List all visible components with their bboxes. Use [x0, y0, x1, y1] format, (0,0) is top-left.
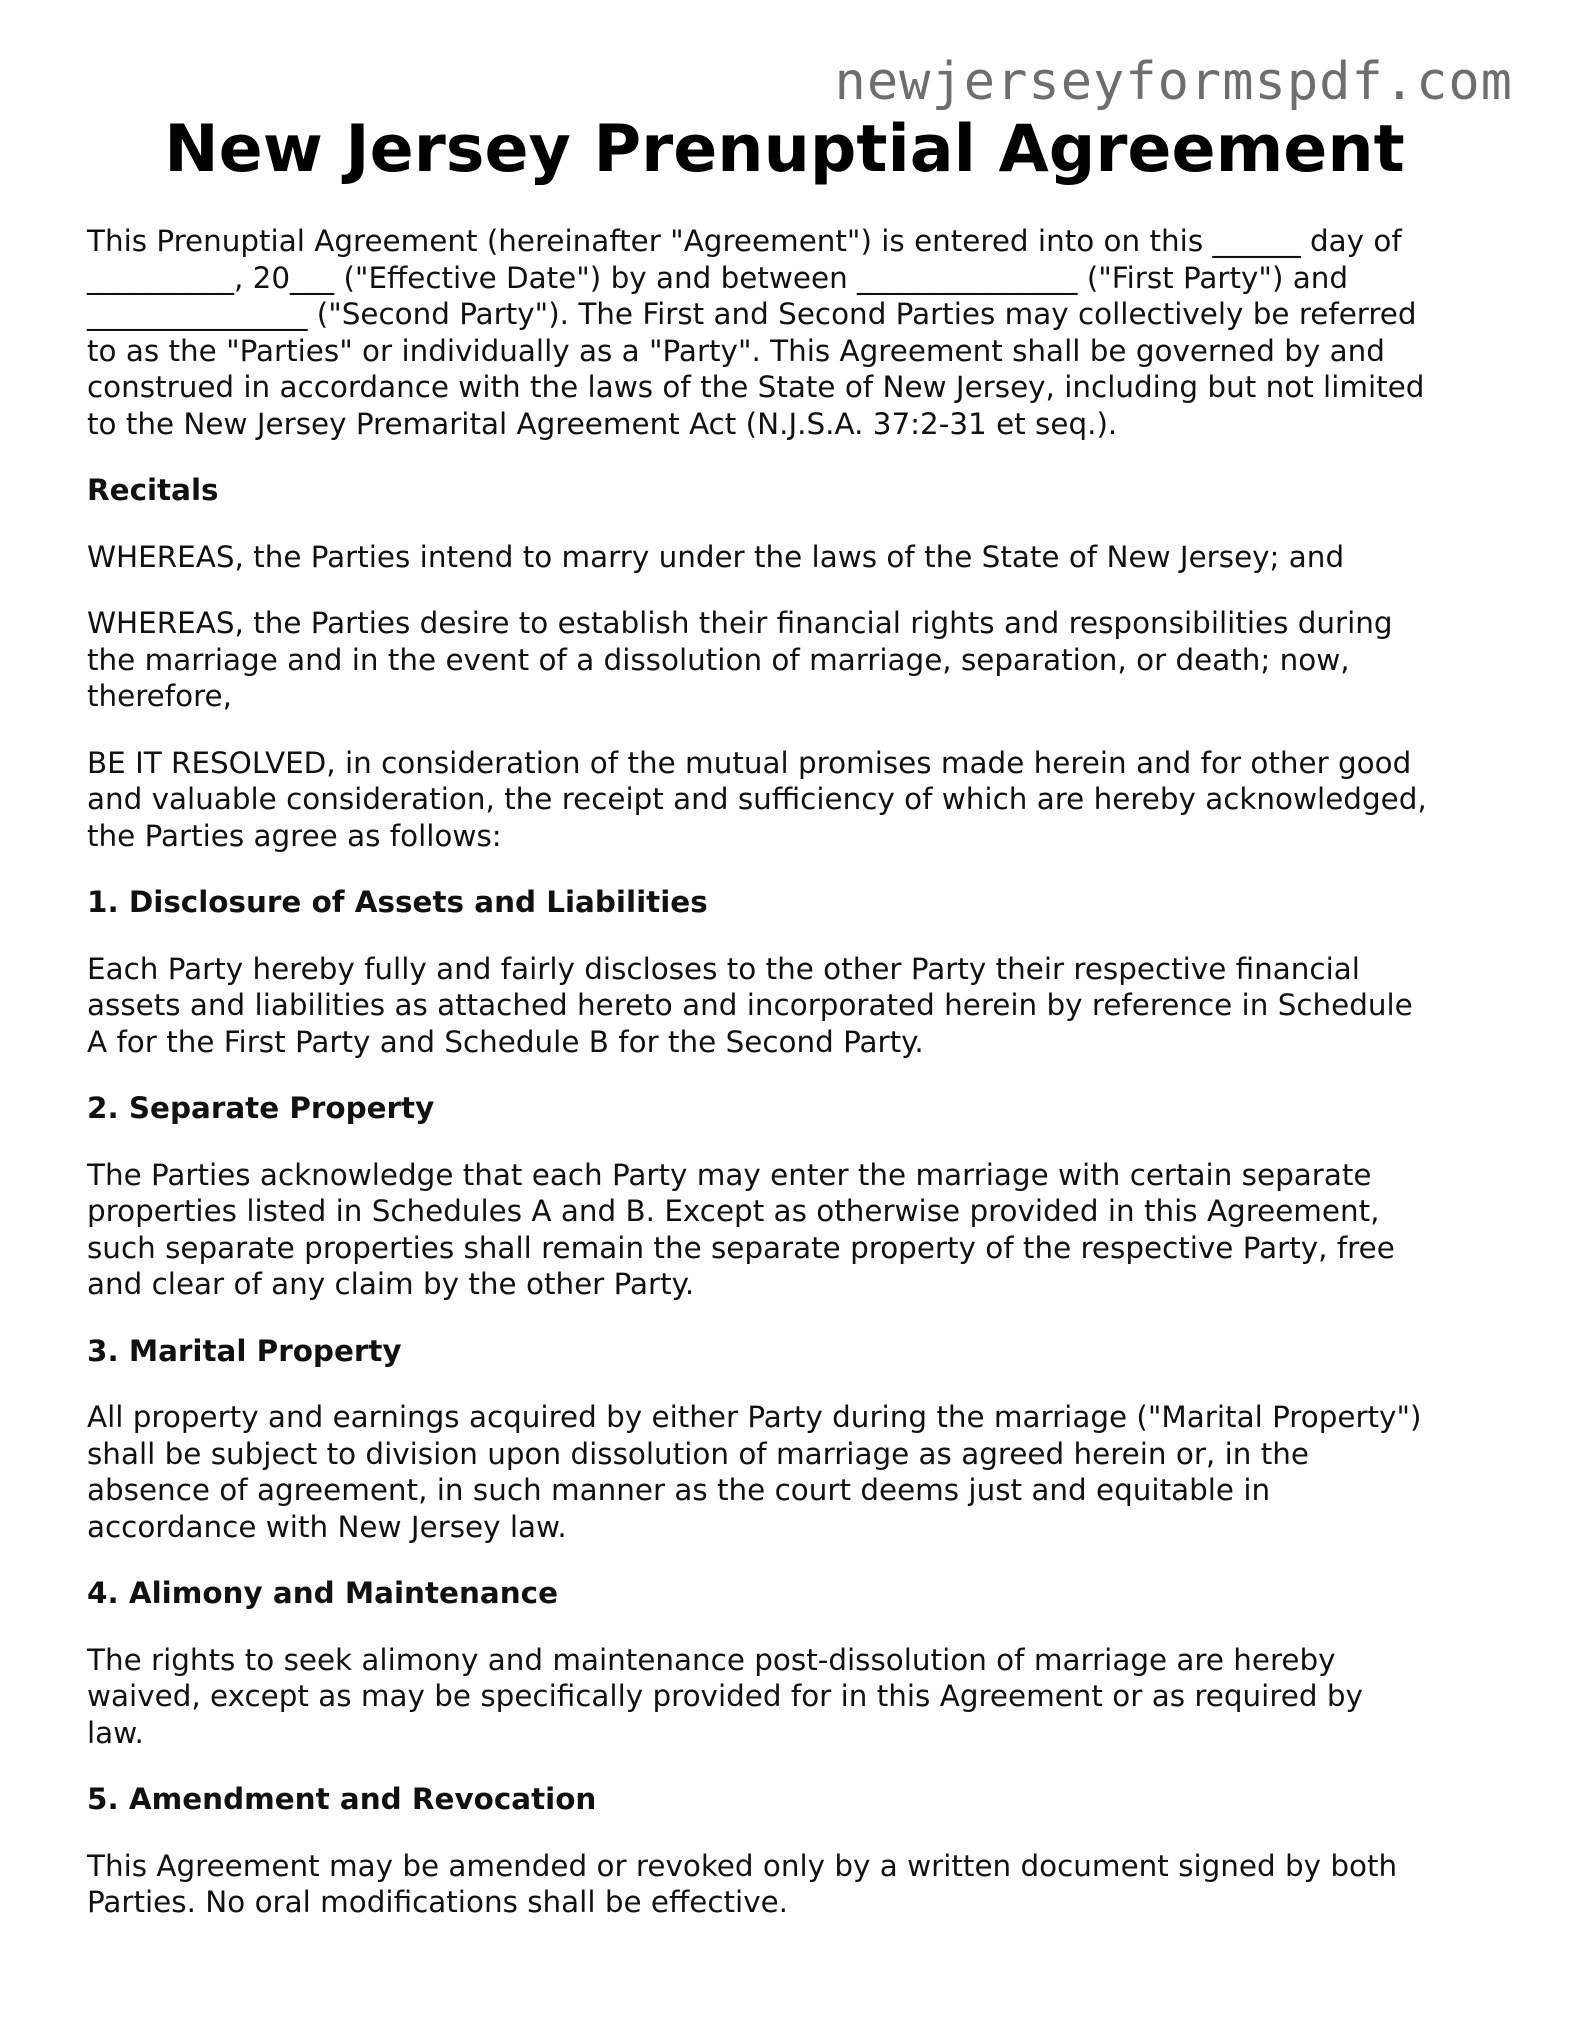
watermark: newjerseyformspdf.com	[834, 52, 1513, 112]
section-heading-amendment: 5. Amendment and Revocation	[87, 1782, 597, 1816]
section-heading-alimony: 4. Alimony and Maintenance	[87, 1576, 558, 1610]
document-body	[87, 223, 1487, 1921]
section-heading-disclosure: 1. Disclosure of Assets and Liabilities	[87, 885, 708, 919]
section-heading-marital-property: 3. Marital Property	[87, 1333, 402, 1368]
resolved-paragraph: BE IT RESOLVED, in consideration of the mutual promises made herein and for other good and valuable consideration, the receipt and sufficiency of which are hereby acknowledged, the Parties agree as follows:	[87, 745, 1427, 853]
whereas-paragraph-2: WHEREAS, the Parties desire to establish their financial rights and responsibilities during the marriage and in the event of a dissolution of marriage, separation, or death; now, therefore,	[87, 606, 1393, 713]
recitals-heading: Recitals	[87, 473, 219, 507]
page-title: New Jersey Prenuptial Agreement	[164, 112, 1405, 187]
whereas-paragraph-1: WHEREAS, the Parties intend to marry under the laws of the State of New Jersey; and	[87, 539, 1345, 574]
section-body-separate-property: The Parties acknowledge that each Party may enter the marriage with certain separate properties listed in Schedules A and B. Except as otherwise provided in this Agreement, such separate properties shall remain the separate property of the respective Party, free and clear of any claim by the other Party.	[87, 1157, 1395, 1301]
section-body-disclosure: Each Party hereby fully and fairly discloses to the other Party their respective financial assets and liabilities as attached hereto and incorporated herein by reference in Schedule A for the First Party and Schedule B for the Second Party.	[87, 951, 1413, 1059]
intro-paragraph: This Prenuptial Agreement (hereinafter "Agreement") is entered into on this ______ day of __________, 20___ ("Effective Date") by and between _______________ ("First Party") and _______________ ("Second Party"). The First and Second Parties may collectively be referred to as the "Parties" or individually as a "Party". This Agreement shall be governed by and construed in accordance with the laws of the State of New Jersey, including but not limited to the New Jersey Premarital Agreement Act (N.J.S.A. 37:2-31 et seq.).	[87, 224, 1425, 441]
section-body-alimony: The rights to seek alimony and maintenance post-dissolution of marriage are hereby waived, except as may be specifically provided for in this Agreement or as required by law.	[87, 1642, 1363, 1750]
section-body-amendment: This Agreement may be amended or revoked only by a written document signed by both Parties. No oral modifications shall be effective.	[87, 1848, 1398, 1919]
section-body-marital-property: All property and earnings acquired by either Party during the marriage ("Marital Property") shall be subject to division upon dissolution of marriage as agreed herein or, in the absence of agreement, in such manner as the court deems just and equitable in accordance with New Jersey law.	[87, 1400, 1422, 1544]
section-heading-separate-property: 2. Separate Property	[87, 1091, 435, 1125]
